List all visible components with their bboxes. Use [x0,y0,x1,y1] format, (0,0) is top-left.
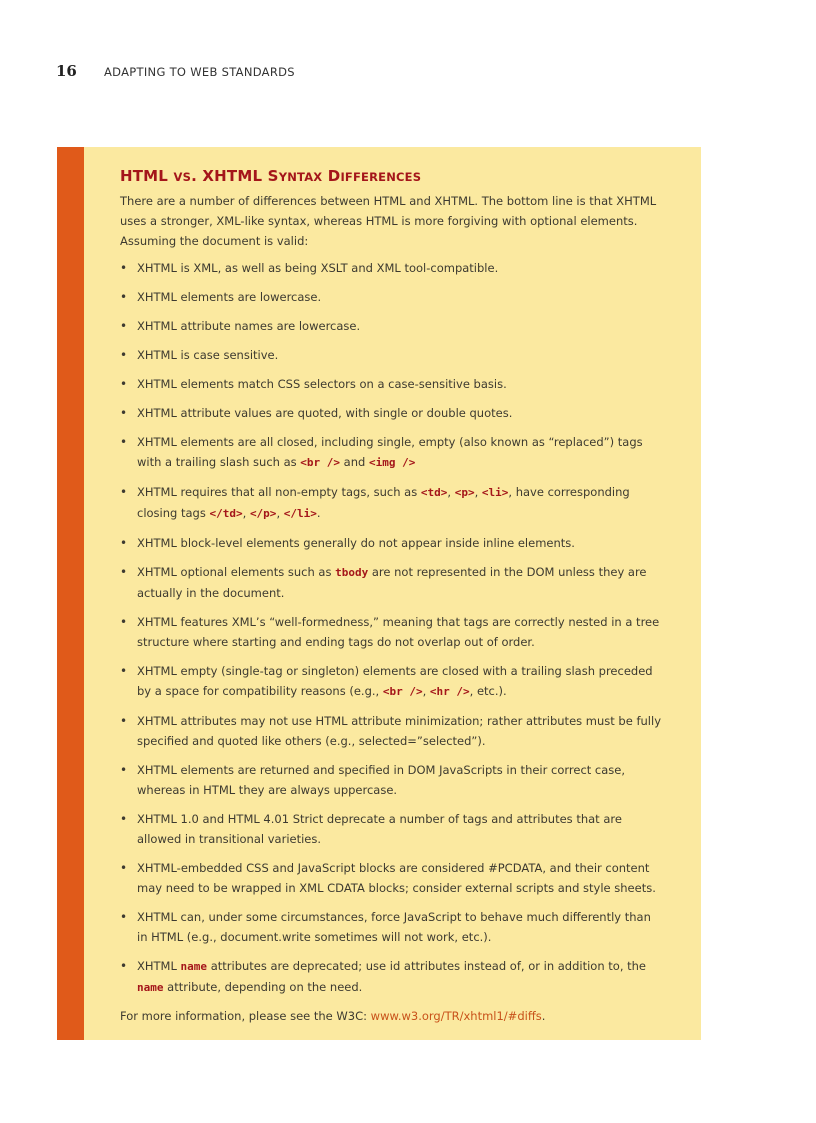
list-item: • XHTML empty (single-tag or singleton) elements are closed with a trailing slash preceded by a space for compatibility reasons (e.g., <br />, <hr />, etc.). [120,661,665,702]
list-item: • XHTML elements are all closed, including single, empty (also known as “replaced”) tags with a trailing slash such as <br /> and <img /> [120,432,665,473]
list-item: • XHTML is case sensitive. [120,345,665,365]
list-item: • XHTML-embedded CSS and JavaScript blocks are considered #PCDATA, and their content may need to be wrapped in XML CDATA blocks; consider external scripts and style sheets. [120,858,665,898]
list-item: • XHTML can, under some circumstances, force JavaScript to behave much differently than in HTML (e.g., document.write sometimes will not work, etc.). [120,907,665,947]
list-item: • XHTML attribute names are lowercase. [120,316,665,336]
code-snippet: name [180,960,208,973]
code-snippet: <br /> [382,685,423,698]
code-snippet: <br /> [300,456,341,469]
list-item: • XHTML attribute values are quoted, with single or double quotes. [120,403,665,423]
code-snippet: </li> [283,507,317,520]
code-snippet: </td> [209,507,243,520]
w3c-link[interactable]: www.w3.org/TR/xhtml1/#diffs [370,1009,542,1023]
list-item: • XHTML features XML’s “well-formedness,” meaning that tags are correctly nested in a tree structure where starting and ending tags do not overlap out of order. [120,612,665,652]
differences-list [120,258,665,998]
list-item: • XHTML name attributes are deprecated; use id attributes instead of, or in addition to, the name attribute, depending on the need. [120,956,665,998]
code-snippet: tbody [335,566,369,579]
intro-paragraph: There are a number of differences between HTML and XHTML. The bottom line is that XHTML uses a stronger, XML-like syntax, whereas HTML is more forgiving with optional elements. Assuming the document is valid: [120,194,657,248]
page-header [56,62,295,82]
list-item: • XHTML requires that all non-empty tags, such as <td>, <p>, <li>, have corresponding closing tags </td>, </p>, </li>. [120,482,665,524]
running-head: ADAPTING TO WEB STANDARDS [104,65,295,79]
sidebar-content [120,167,665,1038]
list-item: • XHTML elements match CSS selectors on a case-sensitive basis. [120,374,665,394]
code-snippet: <p> [454,486,475,499]
sidebar-accent-bar [57,147,84,1040]
list-item: • XHTML elements are lowercase. [120,287,665,307]
sidebar-title: HTML VS. XHTML SYNTAX DIFFERENCES [120,167,422,185]
list-item: • XHTML 1.0 and HTML 4.01 Strict deprecate a number of tags and attributes that are allowed in transitional varieties. [120,809,665,849]
list-item: • XHTML block-level elements generally do not appear inside inline elements. [120,533,665,553]
code-snippet: <li> [481,486,509,499]
list-item: • XHTML elements are returned and specified in DOM JavaScripts in their correct case, whereas in HTML they are always uppercase. [120,760,665,800]
sidebar-box [57,147,701,1040]
list-item: • XHTML is XML, as well as being XSLT and XML tool-compatible. [120,258,665,278]
code-snippet: name [137,981,164,994]
more-info-paragraph: For more information, please see the W3C: www.w3.org/TR/xhtml1/#diffs. [120,1009,546,1023]
page-number: 16 [56,62,77,80]
code-snippet: <hr /> [429,685,470,698]
list-item: • XHTML optional elements such as tbody are not represented in the DOM unless they are actually in the document. [120,562,665,603]
code-snippet: </p> [249,507,277,520]
code-snippet: <td> [420,486,448,499]
code-snippet: <img /> [368,456,416,469]
list-item: • XHTML attributes may not use HTML attribute minimization; rather attributes must be fully specified and quoted like others (e.g., selected=”selected”). [120,711,665,751]
